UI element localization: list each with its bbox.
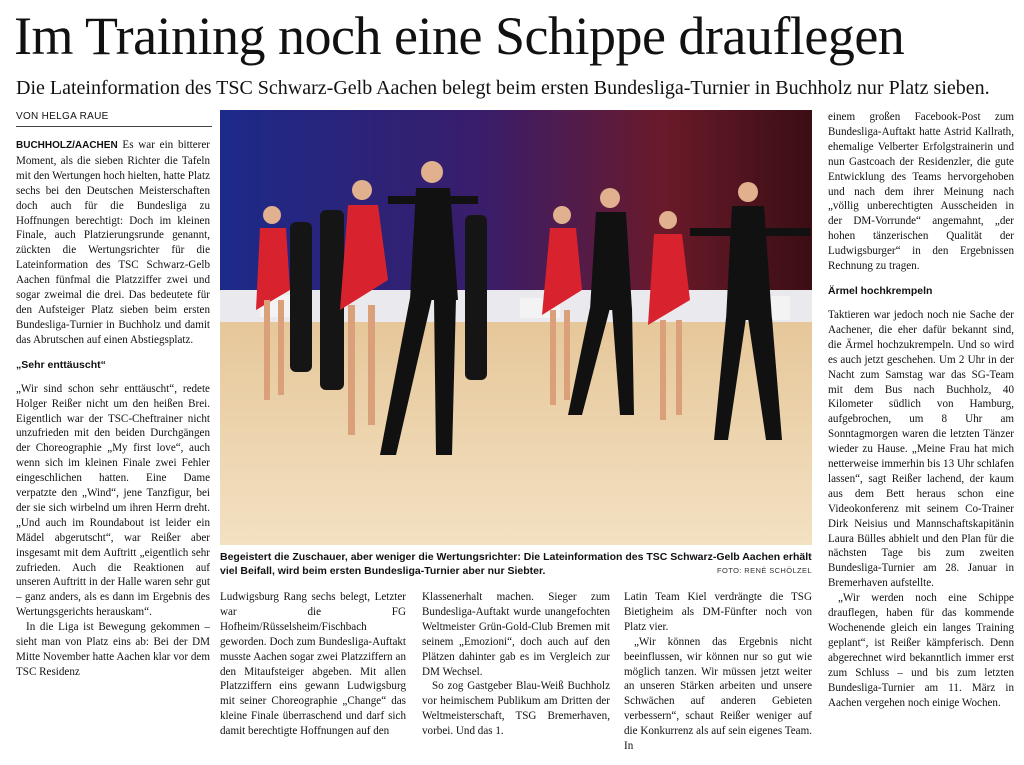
article-column-5 [828, 110, 1014, 758]
paragraph: „Wir werden noch eine Schippe drauflegen, haben für das kommende Wochenende gleich ein langes Training geplant“, ist Reißer kämpferisch. Denn abgerechnet wird bekanntlich immer erst zum Schluss – und bis zum letzten Bundesliga-Turnier am 11. März in Aachen vergehen noch einige Wochen. [828, 592, 1014, 709]
paragraph: Klassenerhalt machen. Sieger zum Bundesliga-Auftakt wurde unangefochten Weltmeister Grün-Gold-Club Bremen mit seinem „Emozioni“, doch auch auf den Plätzen dahinter gab es im Vergleich zur DM Wechsel. [422, 591, 610, 678]
subheading: Ärmel hochkrempeln [828, 284, 933, 297]
paragraph: Es war ein bitterer Moment, als die sieben Richter die Tafeln mit den Wertungen hoch hielten, hatte Platz sechs bei den Deutschen Meisterschaften doch auch für die Bundesliga zu Hoffnungen berechtigt: Doch im kleinen Finale, auch Platzierungsrunde genannt, zückten die Wertungsrichter für die Lateinformation des TSC Schwarz-Gelb Aachen fünfmal die Platzziffer zwei und sogar zweimal die drei. Das bedeutete für den Aufsteiger Platz sieben beim ersten Bundesliga-Turnier in Buchholz und damit das Abrutschen auf einen Abstiegsplatz. [16, 139, 210, 346]
paragraph: In die Liga ist Bewegung gekommen – sieht man von Platz eins ab: Bei der DM Mitte November hatte Aachen klar vor dem TSC Residenz [16, 621, 210, 678]
paragraph: einem großen Facebook-Post zum Bundesliga-Auftakt hatte Astrid Kallrath, ehemalige Velberter Erfolgstrainerin und nun Gastcoach der Residenzler, die gute Entwicklung des Teams hervorgehoben und nach dem ihrer Meinung nach „völlig unberechtigten Ausscheiden in der DM-Vorrunde“ angemahnt, „der hohen tänzerischen Qualität der Ludwigsburger“ in den Ergebnissen Rechnung zu tragen. [828, 111, 1014, 273]
paragraph: So zog Gastgeber Blau-Weiß Buchholz vor heimischem Publikum am Dritten der Weltmeisterschaft, TSG Bremerhaven, vorbei. Und das 1. [422, 680, 610, 738]
photo-credit: FOTO: RENÉ SCHÖLZEL [717, 566, 812, 575]
paragraph: Latin Team Kiel verdrängte die TSG Bietigheim als DM-Fünfter noch von Platz vier. [624, 591, 812, 633]
paragraph: Taktieren war jedoch noch nie Sache der Aachener, die eher dafür bekannt sind, die Ärmel hochzukrempeln. Und so wird es auch jetzt geschehen. Um 2 Uhr in der Nacht zum Samstag war das SG-Team mit dem Bus nach Buchholz, 40 Kilometer südlich von Hamburg, aufgebrochen, um 8 Uhr am Sonntagmorgen waren die letzten Tänzer wieder zu Hause. „Meine Frau hat mich netterweise immerhin bis 13 Uhr schlafen lassen“, sagt Reißer lachend, der kaum aus dem Bett heraus schon eine Videokonferenz mit seinem Co-Trainer Dirk Neisius und Mannschaftskapitänin Laura Bülles abhielt und den Plan für die nächsten Tage bis zum zweiten Bundesliga-Turnier am 28. Januar in Bremerhaven aufstellte. [828, 308, 1014, 590]
subheadline: Die Lateinformation des TSC Schwarz-Gelb Aachen belegt beim ersten Bundesliga-Turnier in Buchholz nur Platz sieben. [16, 77, 990, 99]
paragraph: „Wir sind schon sehr enttäuscht“, redete Holger Reißer nicht um den heißen Brei. Eigentlich war der TSC-Cheftrainer nicht unzufrieden mit den beiden Durchgängen der Choreographie „My first love“, auch wenn sich im kleinen Finale zwei Fehler eingeschlichen hatten. Eine Dame verpatzte den „Wind“, jene Tanzfigur, bei der sie sich wirbelnd um ihren Herrn dreht. „Und auch im Roundabout ist leider ein Mädel abgerutscht“, war Reißer aber insgesamt mit dem Auftritt „eigentlich sehr zufrieden. Auch die Reaktionen auf unseren Auftritt in der Halle waren sehr gut – ganz anders, als es dann im Ergebnis des Wertungsgerichts herauskam“. [16, 382, 210, 619]
byline: VON HELGA RAUE [16, 110, 212, 127]
paragraph: „Wir können das Ergebnis nicht beeinflussen, wir können nur so gut wie möglich tanzen. Wir müssen jetzt weiter an unseren Stärken arbeiten und unsere Schwächen auf anderen Gebieten verbessern“, schaut Reißer weniger auf die Konkurrenz als auf sein eigenes Team. In [624, 635, 812, 753]
article-column-2 [220, 590, 406, 758]
article-column-3 [422, 590, 610, 758]
subheading: „Sehr enttäuscht“ [16, 358, 106, 371]
headline: Im Training noch eine Schippe drauflegen [14, 6, 905, 66]
dance-formation-photo [220, 110, 812, 545]
paragraph: Ludwigsburg Rang sechs belegt, Letzter war die FG Hofheim/Rüsselsheim/Fischbach geworden. Doch zum Bundesliga-Auftakt musste Aachen sogar zwei Platzziffern an den Mitaufsteiger abgeben. Mit allen Platzziffern eins gewann Ludwigsburg mit seiner Choreographie „Change“ das kleine Finale überraschend und darf sich damit berechtigte Hoffnungen auf den [220, 591, 406, 738]
article-column-4 [624, 590, 812, 758]
dateline: BUCHHOLZ/AACHEN [16, 140, 118, 151]
photo-caption: Begeistert die Zuschauer, aber weniger die Wertungsrichter: Die Lateinformation des TSC Schwarz-Gelb Aachen erhält viel Beifall, wird beim ersten Bundesliga-Turnier aber nur Siebter. [220, 551, 812, 577]
article-column-1 [16, 138, 210, 756]
